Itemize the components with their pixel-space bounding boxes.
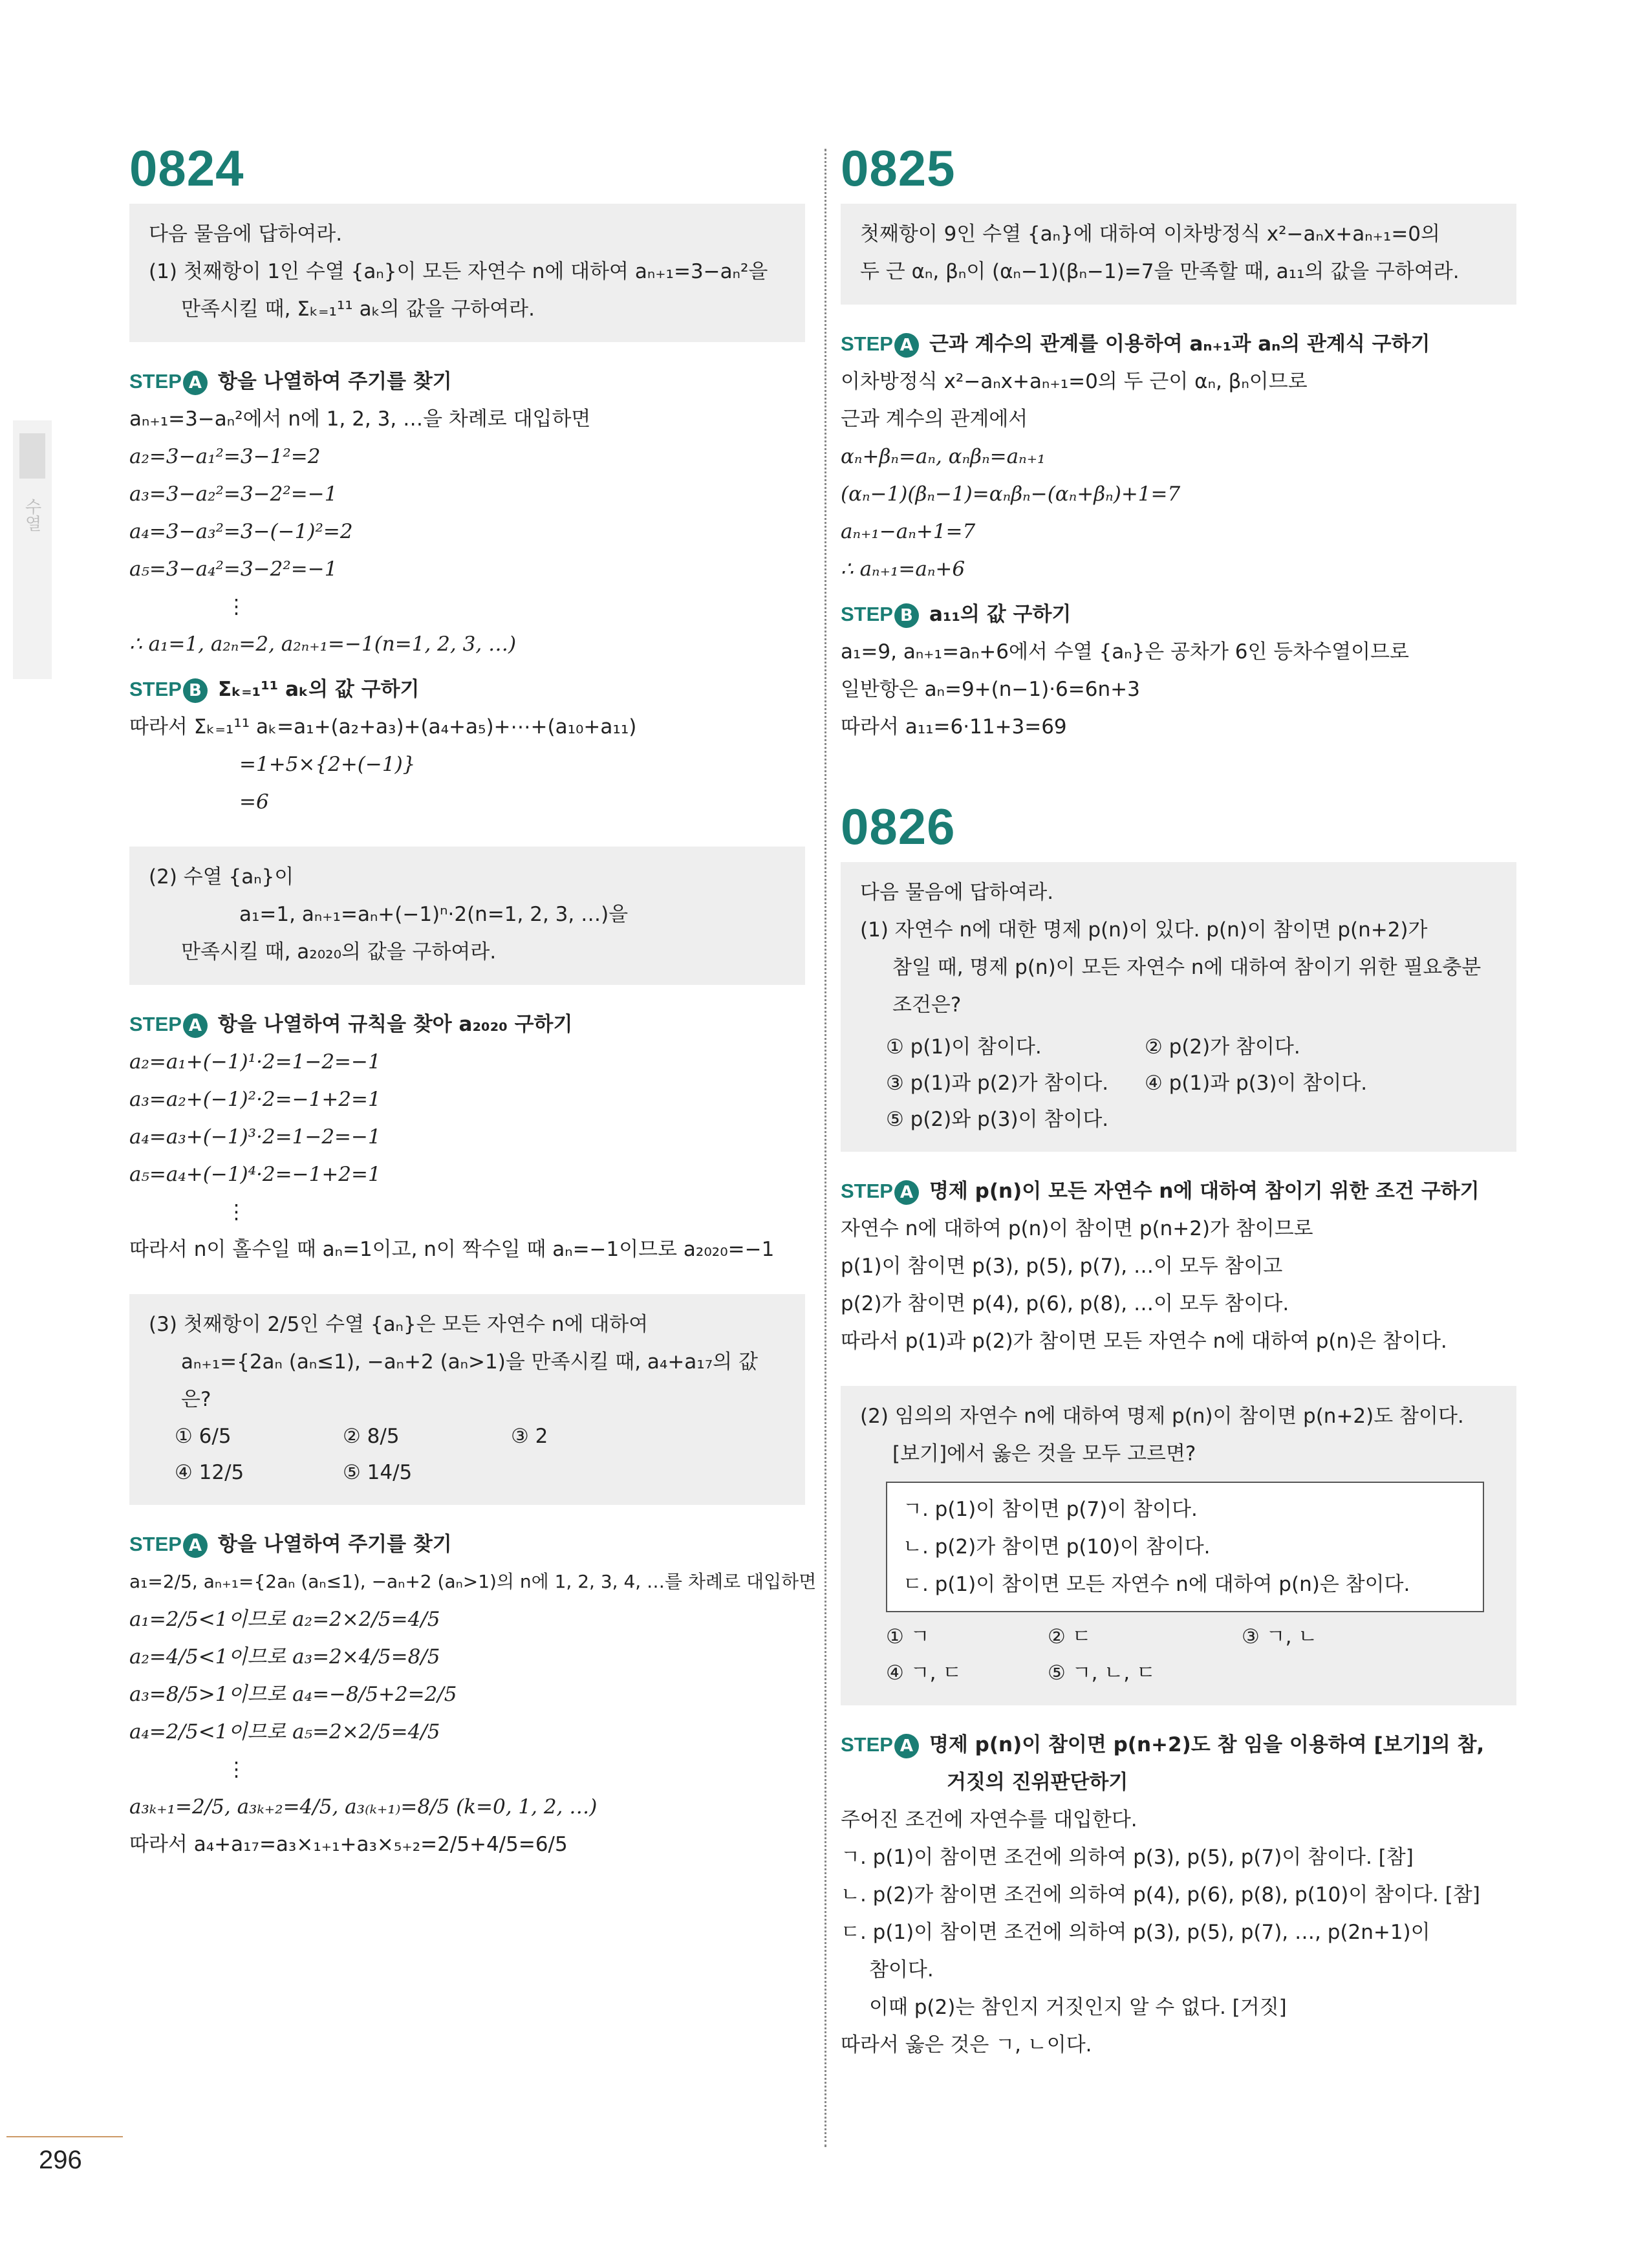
step-title: 근과 계수의 관계를 이용하여 aₙ₊₁과 aₙ의 관계식 구하기	[929, 332, 1430, 356]
step-title-cont: 거짓의 진위판단하기	[947, 1771, 1128, 1794]
choice-item[interactable]: ③ ㄱ, ㄴ	[1242, 1625, 1318, 1648]
solution-line: a₃=a₂+(−1)²·2=−1+2=1	[129, 1088, 381, 1111]
step-badge: A	[894, 1180, 919, 1205]
question-box-0824-3	[129, 1294, 805, 1505]
problem-number-0826: 0826	[841, 798, 956, 855]
footer-rule	[6, 2136, 123, 2137]
solution-line: ⋮	[226, 1200, 246, 1224]
step-heading	[129, 363, 805, 400]
solution-line: 자연수 n에 대하여 p(n)이 참이면 p(n+2)가 참이므로	[841, 1217, 1313, 1240]
question-line: 두 근 αₙ, βₙ이 (αₙ−1)(βₙ−1)=7을 만족할 때, a₁₁의 값을 구하여라.	[860, 260, 1460, 283]
left-column	[129, 139, 817, 1863]
question-line: (3) 첫째항이 2/5인 수열 {aₙ}은 모든 자연수 n에 대하여	[149, 1313, 649, 1336]
solution-line: a₄=2/5<1이므로 a₅=2×2/5=4/5	[129, 1720, 440, 1744]
problem-number-0825: 0825	[841, 140, 956, 197]
solution-line: αₙ+βₙ=aₙ, αₙβₙ=aₙ₊₁	[841, 445, 1046, 468]
solution-line: a₄=3−a₃²=3−(−1)²=2	[129, 520, 353, 543]
solution-line: ㄴ. p(2)가 참이면 조건에 의하여 p(4), p(6), p(8), p(10)이 참이다. [참]	[841, 1883, 1480, 1906]
step-label: STEP	[129, 678, 182, 700]
answer-choices	[860, 1619, 1497, 1691]
solution-line: =1+5×{2+(−1)}	[239, 753, 416, 776]
step-title: 명제 p(n)이 모든 자연수 n에 대하여 참이기 위한 조건 구하기	[929, 1180, 1480, 1203]
question-line: 만족시킬 때, a₂₀₂₀의 값을 구하여라.	[181, 940, 497, 964]
step-badge: B	[894, 603, 919, 628]
bogi-box	[886, 1482, 1484, 1612]
choice-item[interactable]: ③ p(1)과 p(2)가 참이다.	[886, 1072, 1109, 1095]
solution-line: 따라서 Σₖ₌₁¹¹ aₖ=a₁+(a₂+a₃)+(a₄+a₅)+⋯+(a₁₀+a₁₁)	[129, 715, 637, 739]
choice-item[interactable]: ④ 12/5	[175, 1461, 244, 1484]
right-column	[841, 139, 1516, 2064]
question-box-0824-2	[129, 847, 805, 985]
step-title: 항을 나열하여 규칙을 찾아 a₂₀₂₀ 구하기	[217, 1013, 573, 1036]
solution-line: 따라서 a₁₁=6·11+3=69	[841, 715, 1067, 739]
solution-line: ㄱ. p(1)이 참이면 조건에 의하여 p(3), p(5), p(7)이 참이다. [참]	[841, 1846, 1414, 1869]
question-line: aₙ₊₁={2aₙ (aₙ≤1), −aₙ+2 (aₙ>1)을 만족시킬 때, a₄+a₁₇의 값은?	[181, 1350, 758, 1411]
step-heading	[129, 1526, 805, 1563]
solution-line: (αₙ−1)(βₙ−1)=αₙβₙ−(αₙ+βₙ)+1=7	[841, 482, 1181, 506]
chapter-icon	[19, 433, 45, 479]
solution-line: p(1)이 참이면 p(3), p(5), p(7), …이 모두 참이고	[841, 1255, 1283, 1278]
step-badge: A	[183, 1533, 208, 1558]
step-label: STEP	[129, 1533, 182, 1555]
step-heading	[129, 1006, 805, 1043]
choice-item[interactable]: ① 6/5	[175, 1425, 232, 1448]
question-box-0824-1	[129, 204, 805, 342]
solution-line: a₅=a₄+(−1)⁴·2=−1+2=1	[129, 1163, 381, 1186]
question-line: (1) 자연수 n에 대한 명제 p(n)이 있다. p(n)이 참이면 p(n+2)가	[860, 918, 1428, 942]
solution-line: a₅=3−a₄²=3−2²=−1	[129, 557, 338, 581]
step-title: Σₖ₌₁¹¹ aₖ의 값 구하기	[217, 678, 420, 701]
side-tab-label: 수열	[22, 498, 41, 532]
solution-line: a₁=9, aₙ₊₁=aₙ+6에서 수열 {aₙ}은 공차가 6인 등차수열이므로	[841, 640, 1409, 664]
question-line: 만족시킬 때, Σₖ₌₁¹¹ aₖ의 값을 구하여라.	[181, 297, 535, 321]
step-heading	[841, 1172, 1516, 1210]
solution-line: aₙ₊₁−aₙ+1=7	[841, 520, 976, 543]
side-chapter-tab	[13, 420, 52, 679]
bogi-item: ㄷ. p(1)이 참이면 모든 자연수 n에 대하여 p(n)은 참이다.	[903, 1573, 1410, 1596]
solution-line: a₁=2/5, aₙ₊₁={2aₙ (aₙ≤1), −aₙ+2 (aₙ>1)의 n에 1, 2, 3, 4, …를 차례로 대입하면	[129, 1571, 817, 1592]
solution-line: ⋮	[226, 595, 246, 618]
question-line: (1) 첫째항이 1인 수열 {aₙ}이 모든 자연수 n에 대하여 aₙ₊₁=3−aₙ²을	[149, 260, 768, 283]
solution-line: 참이다.	[869, 1958, 934, 1982]
choice-item[interactable]: ⑤ p(2)와 p(3)이 참이다.	[886, 1108, 1109, 1131]
step-badge: A	[894, 333, 919, 358]
question-line: 참일 때, 명제 p(n)이 모든 자연수 n에 대하여 참이기 위한 필요충분	[892, 956, 1482, 979]
question-box-0826-1	[841, 862, 1516, 1152]
step-label: STEP	[841, 332, 893, 355]
question-box-0826-2	[841, 1386, 1516, 1705]
solution-line: ⋮	[226, 1758, 246, 1781]
solution-line: 따라서 옳은 것은 ㄱ, ㄴ이다.	[841, 2033, 1092, 2057]
question-line: 첫째항이 9인 수열 {aₙ}에 대하여 이차방정식 x²−aₙx+aₙ₊₁=0의	[860, 222, 1440, 246]
answer-choices	[860, 1029, 1497, 1138]
bogi-item: ㄴ. p(2)가 참이면 p(10)이 참이다.	[903, 1535, 1211, 1559]
choice-item[interactable]: ③ 2	[511, 1425, 548, 1448]
step-title: 항을 나열하여 주기를 찾기	[217, 1533, 452, 1556]
step-badge: A	[183, 1013, 208, 1038]
step-heading	[841, 596, 1516, 633]
step-badge: B	[183, 678, 208, 703]
step-badge: A	[183, 371, 208, 395]
step-label: STEP	[129, 370, 182, 393]
choice-item[interactable]: ④ p(1)과 p(3)이 참이다.	[1145, 1072, 1368, 1095]
solution-line: a₂=4/5<1이므로 a₃=2×4/5=8/5	[129, 1645, 440, 1669]
solution-line: 따라서 n이 홀수일 때 aₙ=1이고, n이 짝수일 때 aₙ=−1이므로 a₂₀₂₀=−1	[129, 1238, 775, 1261]
question-line: (2) 임의의 자연수 n에 대하여 명제 p(n)이 참이면 p(n+2)도 참이다.	[860, 1405, 1464, 1428]
choice-item[interactable]: ① p(1)이 참이다.	[886, 1035, 1042, 1059]
solution-line: p(2)가 참이면 p(4), p(6), p(8), …이 모두 참이다.	[841, 1292, 1289, 1315]
solution-line: =6	[239, 790, 269, 814]
step-heading	[841, 1726, 1516, 1764]
step-label: STEP	[841, 603, 893, 625]
bogi-item: ㄱ. p(1)이 참이면 p(7)이 참이다.	[903, 1498, 1198, 1521]
choice-item[interactable]: ② ㄷ	[1048, 1625, 1092, 1648]
solution-line: ㄷ. p(1)이 참이면 조건에 의하여 p(3), p(5), p(7), …, p(2n+1)이	[841, 1921, 1430, 1944]
column-divider	[824, 149, 826, 2147]
step-badge: A	[894, 1734, 919, 1758]
question-line: 조건은?	[892, 993, 962, 1017]
choice-item[interactable]: ④ ㄱ, ㄷ	[886, 1661, 962, 1685]
solution-line: ∴ aₙ₊₁=aₙ+6	[841, 557, 965, 581]
solution-line: 주어진 조건에 자연수를 대입한다.	[841, 1808, 1137, 1831]
step-title: 항을 나열하여 주기를 찾기	[217, 370, 452, 393]
question-line: a₁=1, aₙ₊₁=aₙ+(−1)ⁿ·2(n=1, 2, 3, …)을	[239, 903, 629, 926]
solution-line: a₃ₖ₊₁=2/5, a₃ₖ₊₂=4/5, a₃₍ₖ₊₁₎=8/5 (k=0, 1, 2, …)	[129, 1795, 598, 1819]
question-intro: 다음 물음에 답하여라.	[860, 881, 1054, 904]
solution-line: 따라서 p(1)과 p(2)가 참이면 모든 자연수 n에 대하여 p(n)은 참이다.	[841, 1330, 1447, 1353]
step-heading	[129, 671, 805, 708]
solution-line: a₂=3−a₁²=3−1²=2	[129, 445, 321, 468]
problem-number-0824: 0824	[129, 140, 244, 197]
answer-choices	[149, 1418, 786, 1491]
page-number: 296	[39, 2146, 82, 2174]
question-intro: 다음 물음에 답하여라.	[149, 222, 343, 246]
step-label: STEP	[841, 1733, 893, 1756]
step-label: STEP	[841, 1180, 893, 1202]
step-heading	[841, 325, 1516, 363]
solution-line: 일반항은 aₙ=9+(n−1)·6=6n+3	[841, 678, 1140, 701]
solution-line: ∴ a₁=1, a₂ₙ=2, a₂ₙ₊₁=−1(n=1, 2, 3, …)	[129, 632, 517, 656]
step-title: 명제 p(n)이 참이면 p(n+2)도 참 임을 이용하여 [보기]의 참,	[929, 1733, 1485, 1756]
choice-item[interactable]: ⑤ ㄱ, ㄴ, ㄷ	[1048, 1661, 1156, 1685]
choice-item[interactable]: ⑤ 14/5	[343, 1461, 413, 1484]
solution-line: a₃=3−a₂²=3−2²=−1	[129, 482, 338, 506]
solution-line: 따라서 a₄+a₁₇=a₃×₁₊₁+a₃×₅₊₂=2/5+4/5=6/5	[129, 1833, 568, 1856]
choice-item[interactable]: ② p(2)가 참이다.	[1145, 1035, 1300, 1059]
question-line: (2) 수열 {aₙ}이	[149, 865, 294, 889]
solution-line: 근과 계수의 관계에서	[841, 407, 1028, 431]
solution-line: a₄=a₃+(−1)³·2=1−2=−1	[129, 1125, 381, 1149]
solution-line: a₃=8/5>1이므로 a₄=−8/5+2=2/5	[129, 1683, 457, 1706]
solution-line: a₁=2/5<1이므로 a₂=2×2/5=4/5	[129, 1608, 440, 1631]
solution-line: 이때 p(2)는 참인지 거짓인지 알 수 없다. [거짓]	[869, 1996, 1287, 2019]
step-title: a₁₁의 값 구하기	[929, 603, 1072, 626]
question-box-0825	[841, 204, 1516, 305]
choice-item[interactable]: ① ㄱ	[886, 1625, 930, 1648]
step-label: STEP	[129, 1013, 182, 1035]
solution-line: aₙ₊₁=3−aₙ²에서 n에 1, 2, 3, …을 차례로 대입하면	[129, 407, 591, 431]
choice-item[interactable]: ② 8/5	[343, 1425, 400, 1448]
solution-line: 이차방정식 x²−aₙx+aₙ₊₁=0의 두 근이 αₙ, βₙ이므로	[841, 370, 1308, 393]
solution-line: a₂=a₁+(−1)¹·2=1−2=−1	[129, 1050, 381, 1074]
question-line: [보기]에서 옳은 것을 모두 고르면?	[892, 1442, 1196, 1465]
